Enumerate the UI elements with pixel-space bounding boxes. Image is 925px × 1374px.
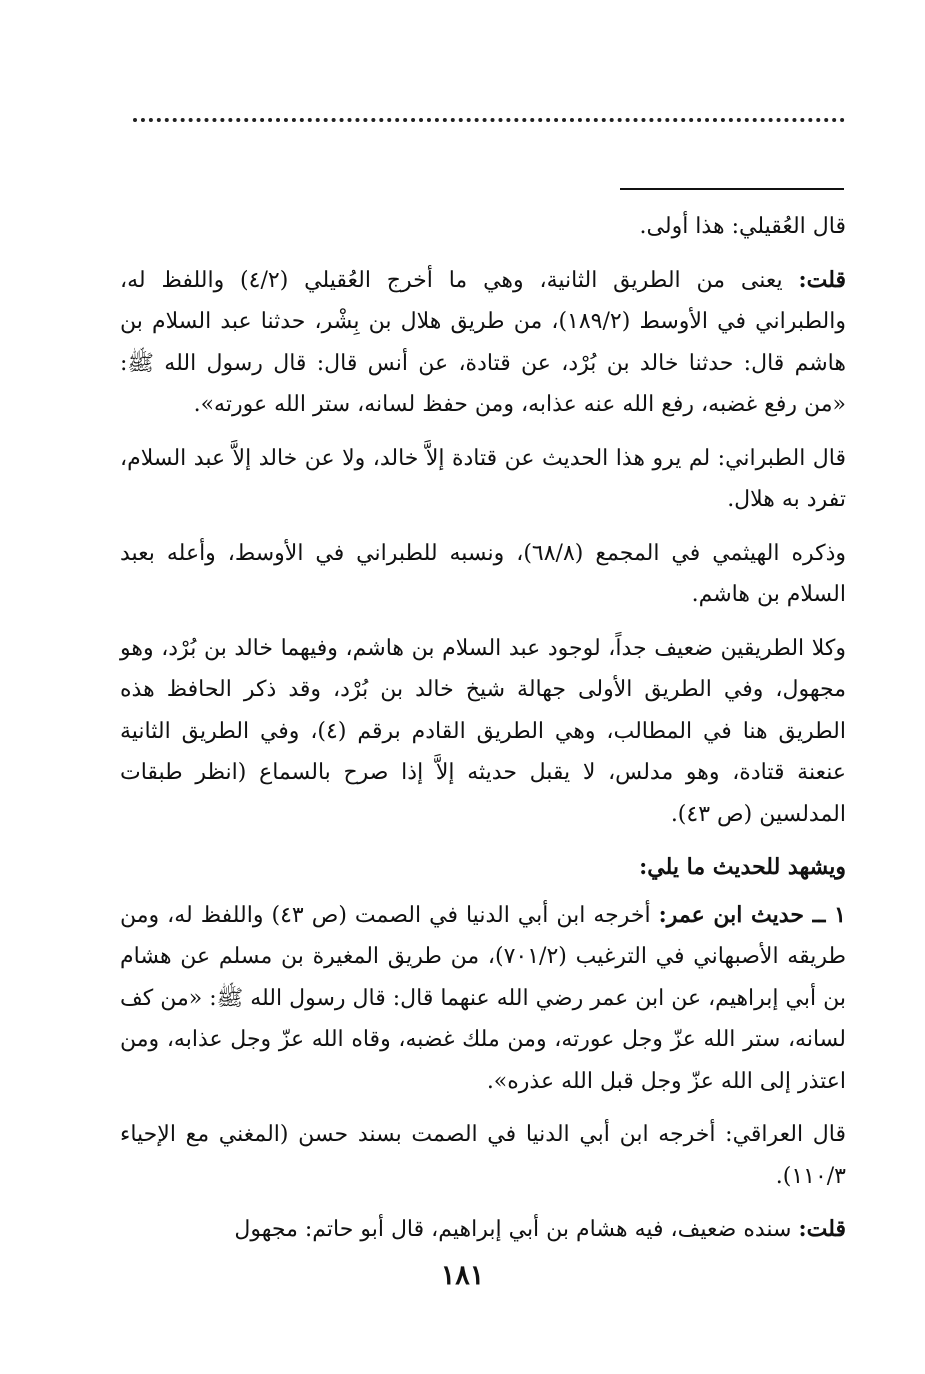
paragraph-lead: قلت: [798, 266, 847, 293]
paragraph-text: أخرجه ابن أبي الدنيا في الصمت (ص ٤٣) واللفظ له، ومن طريقه الأصبهاني في الترغيب (٧٠١/٢)، من طريق المغيرة بن مسلم عن هشام بن أبي إبراهيم، عن ابن عمر رضي الله عنهما قال: قال رسول الله ﷺ: «من كف لسانه، ستر الله عزّ وجل عورته، ومن ملك غضبه، وقاه الله عزّ وجل عذابه، ومن اعتذر إلى الله عزّ وجل قبل الله عذره». [120, 902, 846, 1094]
footnote-rule [620, 188, 844, 190]
paragraph-text: يعنى من الطريق الثانية، وهي ما أخرج العُقيلي (٤/٢) واللفظ له، والطبراني في الأوسط (١٨٩/٢)، من طريق هلال بن بِشْر، حدثنا عبد السلام بن هاشم قال: حدثنا خالد بن بُرْد، عن قتادة، عن أنس قال: قال رسول الله ﷺ: «من رفع غضبه، رفع الله عنه عذابه، ومن حفظ لسانه، ستر الله عورته». [120, 267, 846, 417]
paragraph-lead: قلت: [798, 1216, 846, 1242]
paragraph-text: قال العُقيلي: هذا أولى. [639, 214, 846, 239]
paragraph-lead: ١ ــ حديث ابن عمر: [658, 901, 846, 928]
paragraph-text: قال الطبراني: لم يرو هذا الحديث عن قتادة إلاَّ خالد، ولا عن خالد إلاَّ عبد السلام، تفرد به هلال. [120, 445, 846, 512]
page-number: ١٨١ [440, 1260, 485, 1291]
paragraph-text: وذكره الهيثمي في المجمع (٦٨/٨)، ونسبه للطبراني في الأوسط، وأعله بعبد السلام بن هاشم. [120, 540, 846, 607]
paragraph [120, 895, 846, 1103]
footnote-body [120, 206, 846, 1263]
paragraph [120, 533, 846, 616]
paragraph-text: سنده ضعيف، فيه هشام بن أبي إبراهيم، قال أبو حاتم: مجهول [234, 1217, 792, 1242]
paragraph-text: قال العراقي: أخرجه ابن أبي الدنيا في الصمت بسند حسن (المغني مع الإحياء ١١٠/٣). [120, 1122, 846, 1189]
paragraph [120, 628, 846, 836]
paragraph [120, 1209, 846, 1251]
paragraph-text: وكلا الطريقين ضعيف جداً، لوجود عبد السلام بن هاشم، وفيهما خالد بن بُرْد، وهو مجهول، وفي الطريق الأولى جهالة شيخ خالد بن بُرْد، وقد ذكر الحافظ هذه الطريق هنا في المطالب، وهي الطريق القادم برقم (٤)، وفي الطريق الثانية عنعنة قتادة، وهو مدلس، لا يقبل حديثه إلاَّ إذا صرح بالسماع (انظر طبقات المدلسين (ص ٤٣). [120, 635, 846, 827]
paragraph [120, 206, 846, 248]
paragraph [120, 260, 846, 426]
paragraph [120, 438, 846, 521]
paragraph-text: ويشهد للحديث ما يلي: [639, 854, 846, 880]
paragraph [120, 847, 846, 889]
dotted-separator [133, 118, 845, 122]
paragraph [120, 1114, 846, 1197]
